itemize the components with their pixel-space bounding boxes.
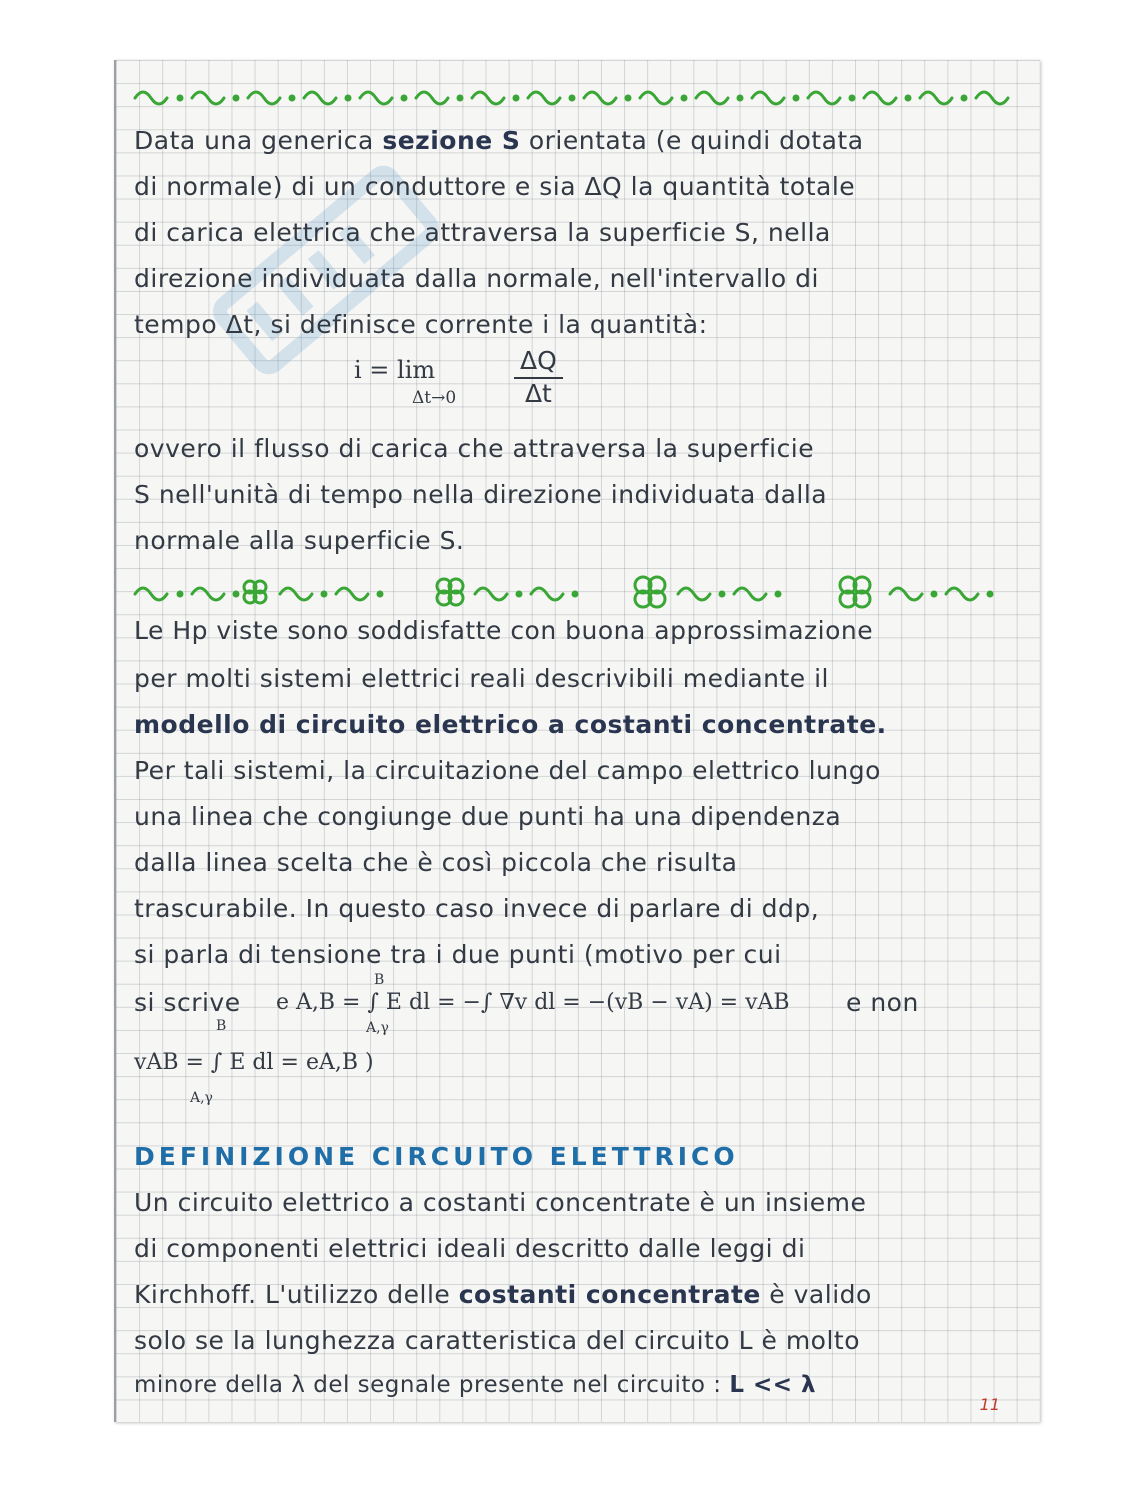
middle-decorative-divider: [130, 566, 1030, 612]
text-line: normale alla superficie S.: [134, 526, 465, 555]
text-line: modello di circuito elettrico a costanti concentrate.: [134, 710, 887, 739]
text-line: direzione individuata dalla normale, nell'intervallo di: [134, 264, 819, 293]
text-line: si parla di tensione tra i due punti (motivo per cui: [134, 940, 782, 969]
text-line: di normale) di un conduttore e sia ΔQ la quantità totale: [134, 172, 856, 201]
fraction-numerator: ΔQ: [514, 346, 563, 379]
text-line: minore della λ del segnale presente nel circuito : L << λ: [134, 1372, 817, 1398]
page-number: 11: [979, 1395, 1000, 1414]
text-line: per molti sistemi elettrici reali descrivibili mediante il: [134, 664, 830, 693]
text-line: solo se la lunghezza caratteristica del circuito L è molto: [134, 1326, 861, 1355]
text-line: ovvero il flusso di carica che attraversa la superficie: [134, 434, 815, 463]
notebook-page: [114, 60, 1040, 1422]
text-line: di carica elettrica che attraversa la superficie S, nella: [134, 218, 831, 247]
text-line: tempo Δt, si definisce corrente i la quantità:: [134, 310, 708, 339]
text-line: Data una generica sezione S orientata (e quindi dotata: [134, 126, 864, 155]
fraction-denominator: Δt: [524, 379, 552, 408]
text-line: Un circuito elettrico a costanti concentrate è un insieme: [134, 1188, 867, 1217]
integral-upper-limit: B: [374, 972, 385, 988]
text-line: Kirchhoff. L'utilizzo delle costanti concentrate è valido: [134, 1280, 872, 1309]
text-line: si scrive: [134, 988, 241, 1017]
text-line: e non: [846, 988, 919, 1017]
text-line: di componenti elettrici ideali descritto dalle leggi di: [134, 1234, 806, 1263]
voltage-equation-2: vAB = ∫ E dl = eA,B ): [134, 1050, 374, 1075]
integral-lower-limit: A,γ: [190, 1090, 213, 1106]
voltage-equation-1: e A,B = ∫ E dl = −∫ ∇v dl = −(vB − vA) = vAB: [276, 990, 790, 1015]
text-line: una linea che congiunge due punti ha una dipendenza: [134, 802, 842, 831]
current-limit-expression: i = lim: [354, 356, 436, 384]
integral-upper-limit: B: [216, 1018, 227, 1034]
text-line: S nell'unità di tempo nella direzione individuata dalla: [134, 480, 828, 509]
text-line: dalla linea scelta che è così piccola che risulta: [134, 848, 738, 877]
text-line: trascurabile. In questo caso invece di parlare di ddp,: [134, 894, 820, 923]
text-line: Le Hp viste sono soddisfatte con buona approssimazione: [134, 616, 874, 645]
section-heading: DEFINIZIONE CIRCUITO ELETTRICO: [134, 1142, 739, 1171]
integral-lower-limit: A,γ: [366, 1020, 389, 1036]
top-decorative-divider: [130, 68, 1030, 114]
text-line: Per tali sistemi, la circuitazione del campo elettrico lungo: [134, 756, 881, 785]
limit-subscript: Δt→0: [412, 388, 457, 408]
current-fraction: [514, 346, 563, 408]
